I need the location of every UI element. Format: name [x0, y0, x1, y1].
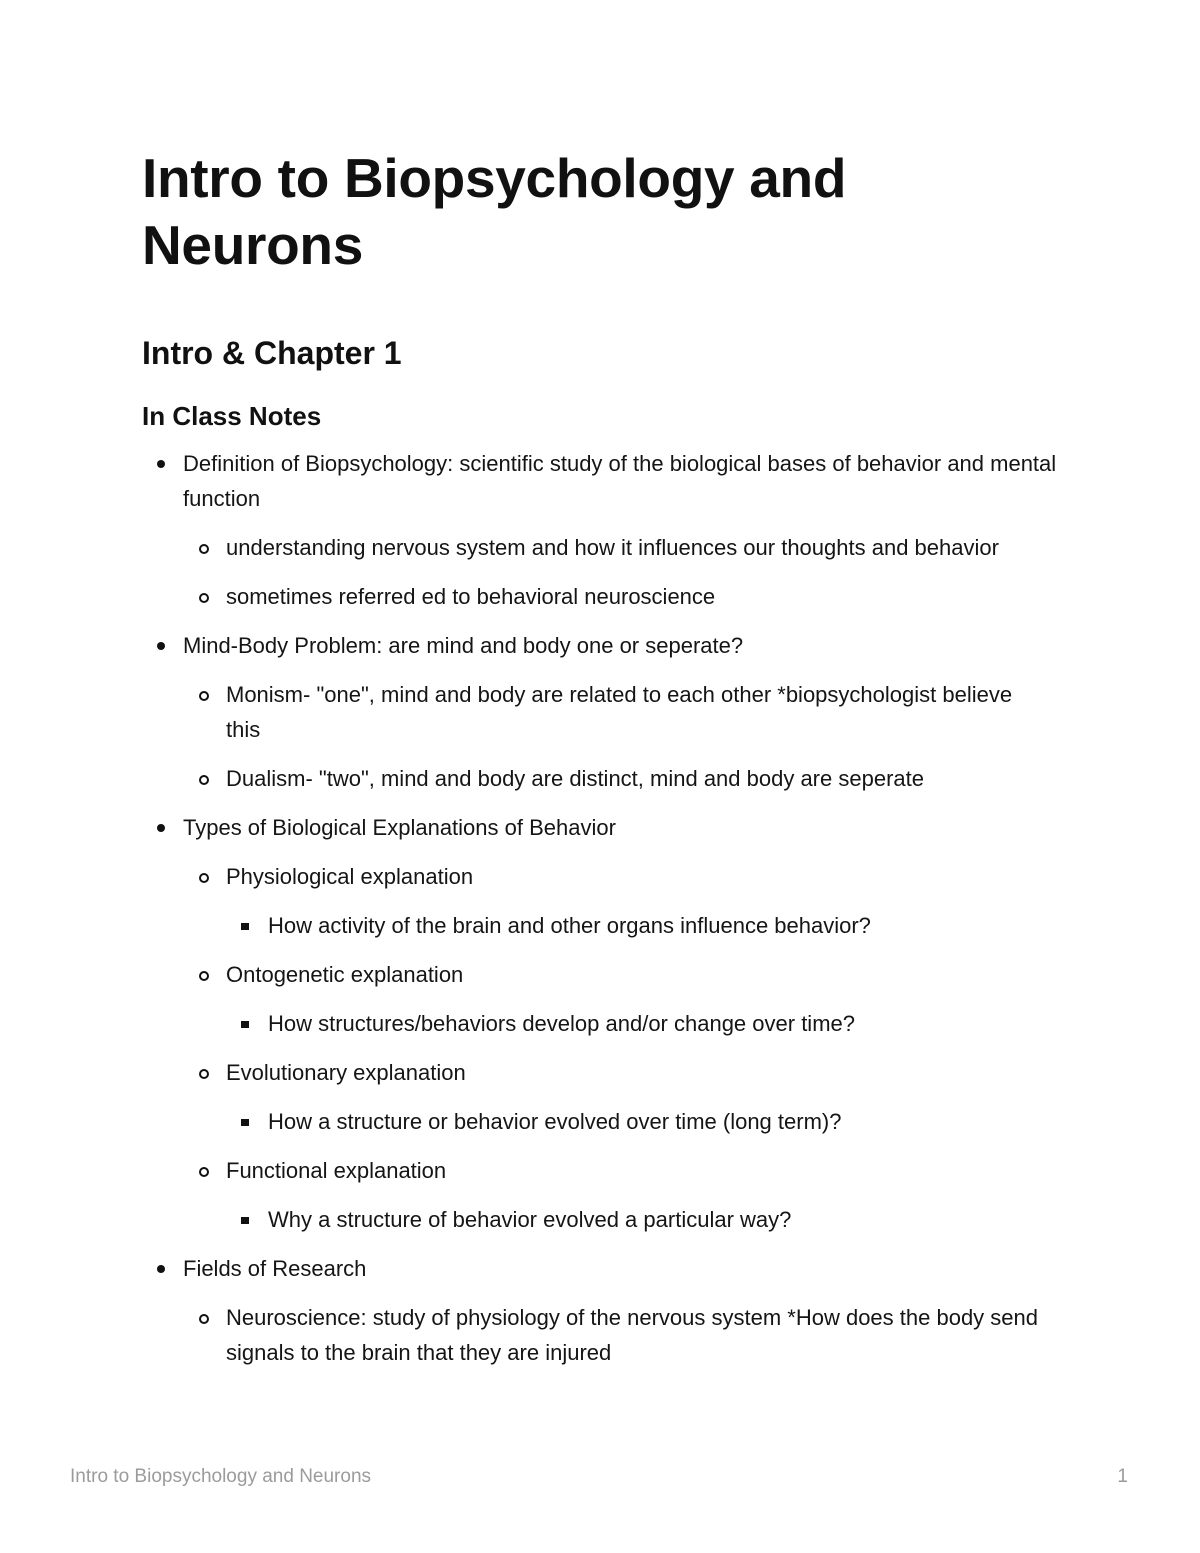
list-item-text: Monism- "one", mind and body are related to each other *biopsychologist believe this — [226, 682, 1013, 742]
circle-bullet-icon — [199, 1069, 209, 1079]
list-item — [142, 446, 1072, 516]
section-heading: Intro & Chapter 1 — [142, 335, 402, 371]
footer-document-name: Intro to Biopsychology and Neurons — [70, 1466, 372, 1487]
document-title-line-2: Neurons — [142, 214, 363, 276]
circle-bullet-icon — [199, 593, 209, 603]
list-item — [142, 1006, 1072, 1041]
list-item — [142, 1202, 1072, 1237]
list-item-text: How a structure or behavior evolved over time (long term)? — [268, 1109, 842, 1134]
square-bullet-icon — [241, 1119, 249, 1126]
list-item-text: Definition of Biopsychology: scientific study of the biological bases of behavior and mental function — [183, 451, 1057, 511]
document-title-line-1: Intro to Biopsychology and — [142, 147, 847, 209]
square-bullet-icon — [241, 923, 249, 930]
list-item — [142, 530, 1072, 565]
disc-bullet-icon — [157, 642, 165, 650]
list-item — [142, 761, 1072, 796]
list-item-text: Types of Biological Explanations of Behavior — [183, 815, 616, 840]
subsection-heading: In Class Notes — [142, 401, 322, 431]
circle-bullet-icon — [199, 1314, 209, 1324]
disc-bullet-icon — [157, 1265, 165, 1273]
list-item-text: How structures/behaviors develop and/or change over time? — [268, 1011, 855, 1036]
notes-list — [142, 446, 1072, 1370]
footer-page-number: 1 — [1117, 1466, 1128, 1487]
list-item — [142, 677, 1072, 747]
circle-bullet-icon — [199, 971, 209, 981]
list-item-text: sometimes referred ed to behavioral neuroscience — [226, 584, 716, 609]
circle-bullet-icon — [199, 873, 209, 883]
circle-bullet-icon — [199, 775, 209, 785]
page-content — [142, 145, 1072, 1384]
square-bullet-icon — [241, 1217, 249, 1224]
list-item-text: How activity of the brain and other organs influence behavior? — [268, 913, 871, 938]
list-item — [142, 908, 1072, 943]
square-bullet-icon — [241, 1021, 249, 1028]
list-item — [142, 628, 1072, 663]
list-item-text: Fields of Research — [183, 1256, 367, 1281]
list-item — [142, 859, 1072, 894]
circle-bullet-icon — [199, 691, 209, 701]
list-item — [142, 1153, 1072, 1188]
list-item-text: Mind-Body Problem: are mind and body one or seperate? — [183, 633, 744, 658]
list-item — [142, 1055, 1072, 1090]
list-item — [142, 810, 1072, 845]
circle-bullet-icon — [199, 544, 209, 554]
list-item-text: Why a structure of behavior evolved a particular way? — [268, 1207, 792, 1232]
circle-bullet-icon — [199, 1167, 209, 1177]
list-item-text: Physiological explanation — [226, 864, 474, 889]
document-title — [142, 145, 1072, 279]
list-item — [142, 1104, 1072, 1139]
list-item — [142, 957, 1072, 992]
list-item-text: Ontogenetic explanation — [226, 962, 464, 987]
list-item-text: Dualism- "two", mind and body are distinct, mind and body are seperate — [226, 766, 924, 791]
list-item-text: Neuroscience: study of physiology of the nervous system *How does the body send signals to the brain that they are injured — [226, 1305, 1039, 1365]
list-item-text: Functional explanation — [226, 1158, 447, 1183]
list-item — [142, 1251, 1072, 1286]
list-item-text: Evolutionary explanation — [226, 1060, 466, 1085]
list-item-text: understanding nervous system and how it influences our thoughts and behavior — [226, 535, 999, 560]
list-item — [142, 579, 1072, 614]
disc-bullet-icon — [157, 460, 165, 468]
list-item — [142, 1300, 1072, 1370]
disc-bullet-icon — [157, 824, 165, 832]
